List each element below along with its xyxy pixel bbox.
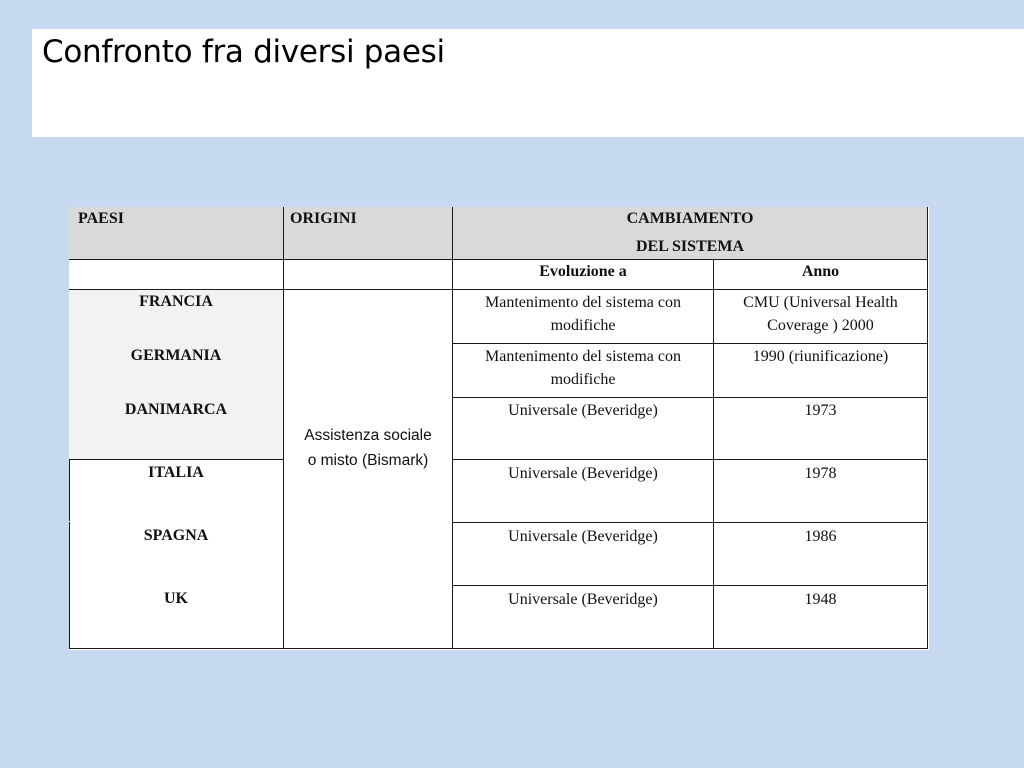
rule-row-spagna [453, 585, 927, 586]
rule-row-danimarca [453, 459, 927, 460]
anno-francia-line1: CMU (Universal Health [743, 294, 898, 311]
paese-spagna: SPAGNA [143, 527, 209, 544]
rule-row-italia [453, 522, 927, 523]
evoluzione-francia-line1: Mantenimento del sistema con [485, 294, 681, 311]
paesi-column-shade [69, 289, 283, 459]
anno-spagna: 1986 [804, 528, 837, 545]
evoluzione-francia-line2: modifiche [550, 317, 616, 334]
origini-value-line1: Assistenza sociale [304, 427, 432, 444]
slide-title: Confronto fra diversi paesi [42, 34, 445, 70]
rule-bottom [69, 648, 928, 649]
evoluzione-spagna: Universale (Beveridge) [508, 528, 658, 545]
comparison-table [69, 207, 929, 650]
paese-germania: GERMANIA [130, 347, 222, 364]
paese-uk: UK [164, 590, 188, 607]
header-del-sistema: DEL SISTEMA [635, 238, 745, 255]
anno-francia-line2: Coverage ) 2000 [767, 317, 874, 334]
evoluzione-danimarca: Universale (Beveridge) [508, 402, 658, 419]
header-paesi: PAESI [78, 210, 124, 227]
anno-italia: 1978 [804, 465, 837, 482]
anno-uk: 1948 [804, 591, 837, 608]
header-cambiamento: CAMBIAMENTO [626, 210, 754, 227]
origini-value-line2: o misto (Bismark) [307, 452, 429, 469]
anno-germania: 1990 (riunificazione) [752, 348, 889, 365]
evoluzione-germania-line2: modifiche [550, 371, 616, 388]
evoluzione-germania-line1: Mantenimento del sistema con [485, 348, 681, 365]
rule-row-germania [453, 397, 927, 398]
evoluzione-italia: Universale (Beveridge) [508, 465, 658, 482]
rule-right [927, 207, 928, 649]
paese-francia: FRANCIA [139, 293, 213, 310]
subheader-anno: Anno [801, 263, 840, 280]
anno-danimarca: 1973 [804, 402, 837, 419]
paese-danimarca: DANIMARCA [124, 401, 228, 418]
header-origini: ORIGINI [290, 210, 357, 227]
paese-italia: ITALIA [148, 464, 204, 481]
evoluzione-uk: Universale (Beveridge) [508, 591, 658, 608]
rule-paesi-danimarca [69, 459, 283, 460]
rule-row-francia [453, 343, 927, 344]
subheader-evoluzione: Evoluzione a [539, 263, 627, 280]
